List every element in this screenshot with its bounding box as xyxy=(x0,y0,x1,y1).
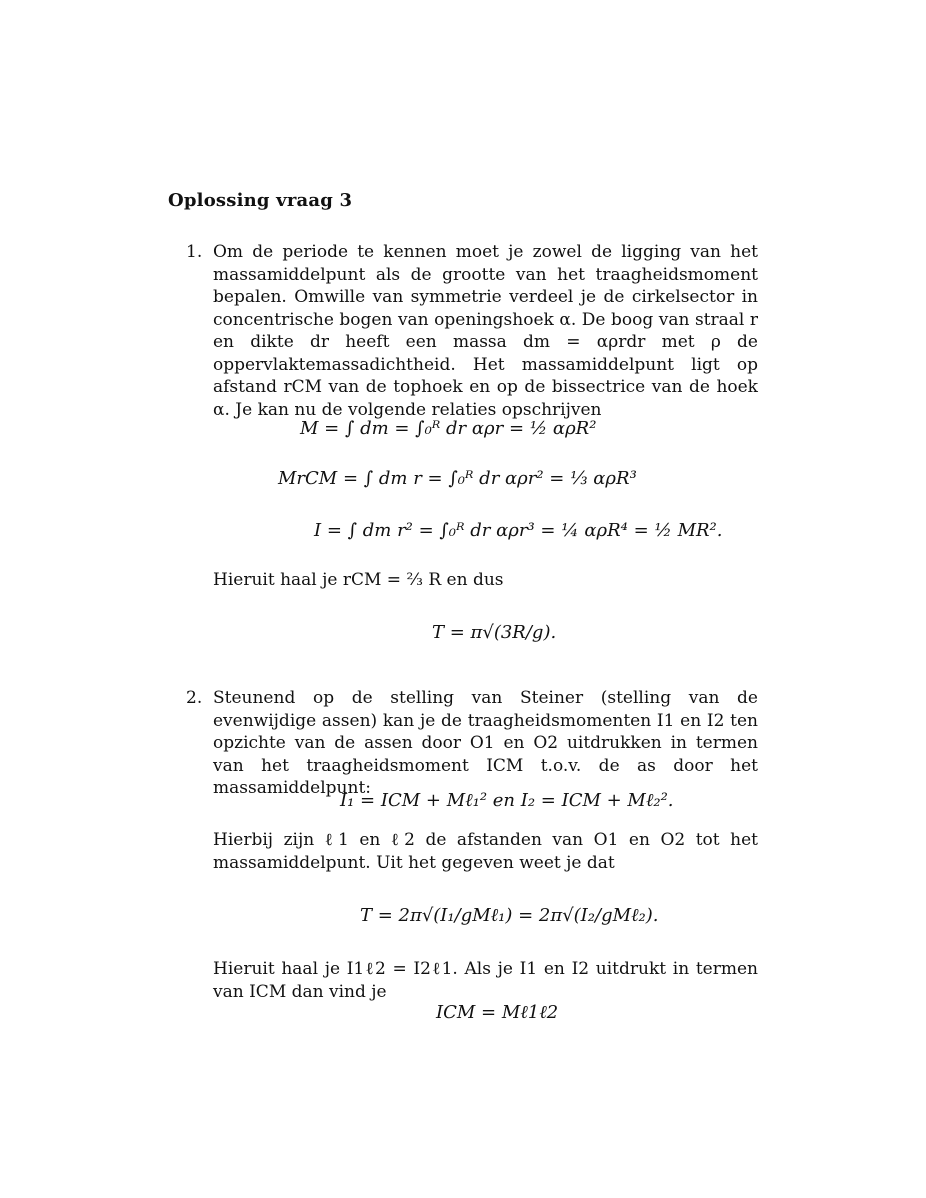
item2-paragraph: Steunend op de stelling van Steiner (stelling van de evenwijdige assen) kan je de traagheidsmomenten I1 en I2 ten opzichte van de assen door O1 en O2 uitdrukken in termen van het traagheidsmoment ICM t.o.v. de as door het massamiddelpunt: xyxy=(213,688,758,798)
item1-conclusion: Hieruit haal je rCM = ⅔ R en dus xyxy=(213,570,504,590)
item2-paragraph-3: Hieruit haal je I1ℓ2 = I2ℓ1. Als je I1 en I2 uitdrukt in termen van ICM dan vind je xyxy=(213,959,758,1002)
item-number-1: 1. xyxy=(186,242,203,262)
equation-result: ICM = Mℓ1ℓ2 xyxy=(436,1002,559,1023)
equation-steiner: I₁ = ICM + Mℓ₁² en I₂ = ICM + Mℓ₂². xyxy=(340,790,674,811)
equation-mass: M = ∫ dm = ∫₀ᴿ dr αρr = ½ αρR² xyxy=(300,418,597,439)
equation-mass-center: MrCM = ∫ dm r = ∫₀ᴿ dr αρr² = ⅓ αρR³ xyxy=(278,468,637,489)
section-heading: Oplossing vraag 3 xyxy=(168,190,353,211)
item2-paragraph-2: Hierbij zijn ℓ1 en ℓ2 de afstanden van O1 en O2 tot het massamiddelpunt. Uit het gegeven weet je dat xyxy=(213,830,758,873)
item1-paragraph: Om de periode te kennen moet je zowel de ligging van het massamiddelpunt als de grootte van het traagheidsmoment bepalen. Omwille van symmetrie verdeel je de cirkelsector in concentrische bogen van openingshoek α. De boog van straal r en dikte dr heeft een massa dm = αρrdr met ρ de oppervlaktemassadichtheid. Het massamiddelpunt ligt op afstand rCM van de tophoek en op de bissectrice van de hoek α. Je kan nu de volgende relaties opschrijven xyxy=(213,242,758,420)
equation-inertia: I = ∫ dm r² = ∫₀ᴿ dr αρr³ = ¼ αρR⁴ = ½ MR². xyxy=(314,520,723,541)
equation-period-1: T = π√(3R/g). xyxy=(432,622,557,643)
equation-period-2: T = 2π√(I₁/gMℓ₁) = 2π√(I₂/gMℓ₂). xyxy=(360,905,659,926)
item-number-2: 2. xyxy=(186,688,203,708)
